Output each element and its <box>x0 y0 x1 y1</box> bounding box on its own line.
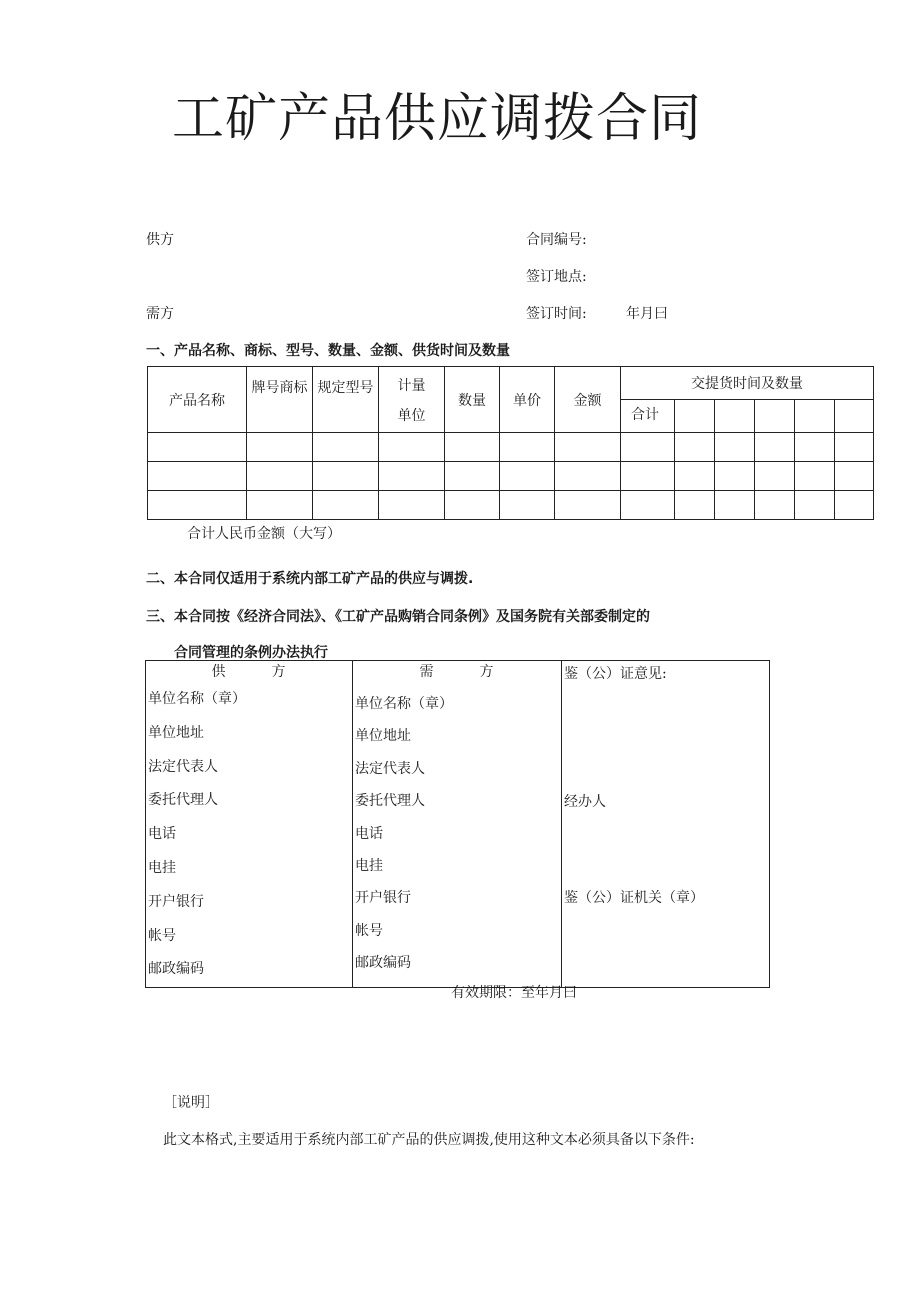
notes-text: 此文本格式,主要适用于系统内部工矿产品的供应调拨,使用这种文本必须具备以下条件: <box>163 1132 695 1148</box>
section-2-text: 二、本合同仅适用于系统内部工矿产品的供应与调拨. <box>146 571 474 587</box>
signature-table <box>145 660 770 988</box>
supplier-field: 电挂 <box>148 859 176 876</box>
supplier-label: 供方 <box>146 232 174 248</box>
supplier-field: 单位名称（章） <box>148 691 246 707</box>
table-row <box>148 491 874 520</box>
notary-office-label: 鉴（公）证机关（章） <box>564 890 704 906</box>
supplier-field: 开户银行 <box>148 893 204 910</box>
table-row <box>148 462 874 491</box>
buyer-field: 单位名称（章） <box>355 696 453 712</box>
col-quantity: 数量 <box>445 367 500 433</box>
col-unit-bottom: 单位 <box>397 407 426 424</box>
sign-time-value: 年月曰 <box>626 306 668 322</box>
buyer-field: 单位地址 <box>355 728 411 745</box>
supplier-field: 法定代表人 <box>148 758 218 775</box>
supplier-field: 邮政编码 <box>148 961 204 978</box>
buyer-column-head: 需 方 <box>419 664 495 680</box>
supplier-column-head: 供 方 <box>211 664 287 680</box>
buyer-field: 帐号 <box>355 922 383 939</box>
cell <box>795 400 835 433</box>
buyer-field: 委托代理人 <box>355 793 425 810</box>
supplier-field: 单位地址 <box>148 724 204 741</box>
col-model: 规定型号 <box>313 367 379 433</box>
product-table <box>147 366 874 520</box>
col-unit-price: 单价 <box>500 367 555 433</box>
col-subtotal: 合计 <box>621 400 675 433</box>
buyer-field: 邮政编码 <box>355 955 411 972</box>
sign-place-label: 签订地点: <box>526 269 587 285</box>
cell <box>755 400 795 433</box>
col-product-name: 产品名称 <box>148 367 247 433</box>
validity-label: 有效期限：至年月曰 <box>451 985 577 1001</box>
contract-number-label: 合同编号: <box>526 232 587 248</box>
notary-column <box>562 661 770 988</box>
buyer-field: 法定代表人 <box>355 760 425 777</box>
supplier-fields <box>146 683 352 987</box>
handler-label: 经办人 <box>564 794 606 810</box>
total-rmb-label: 合计人民币金额（大写） <box>187 526 341 542</box>
col-amount: 金额 <box>555 367 621 433</box>
cell <box>675 400 715 433</box>
table-row <box>148 433 874 462</box>
notes-heading: ［说明］ <box>163 1095 219 1111</box>
cell <box>715 400 755 433</box>
notary-opinion-label: 鉴（公）证意见: <box>564 666 667 682</box>
buyer-field: 电挂 <box>355 857 383 874</box>
sign-time-label: 签订时间: <box>526 306 587 322</box>
buyer-field: 电话 <box>355 825 383 842</box>
buyer-field: 开户银行 <box>355 890 411 907</box>
cell <box>835 400 874 433</box>
section-3-line-1: 三、本合同按《经济合同法》、《工矿产品购销合同条例》及国务院有关部委制定的 <box>146 609 650 625</box>
col-unit-top: 计量 <box>397 377 426 394</box>
buyer-column <box>353 661 562 988</box>
section-1-heading: 一、产品名称、商标、型号、数量、金额、供货时间及数量 <box>146 343 510 359</box>
document-title: 工矿产品供应调拨合同 <box>172 89 703 149</box>
supplier-field: 电话 <box>148 826 176 843</box>
section-3-line-2: 合同管理的条例办法执行 <box>174 645 328 661</box>
supplier-column <box>146 661 353 988</box>
col-brand: 牌号商标 <box>247 367 313 433</box>
buyer-label: 需方 <box>146 306 174 322</box>
supplier-field: 帐号 <box>148 927 176 944</box>
col-delivery: 交提货时间及数量 <box>621 367 874 400</box>
buyer-fields <box>353 688 561 980</box>
supplier-field: 委托代理人 <box>148 792 218 809</box>
col-unit <box>379 367 445 433</box>
